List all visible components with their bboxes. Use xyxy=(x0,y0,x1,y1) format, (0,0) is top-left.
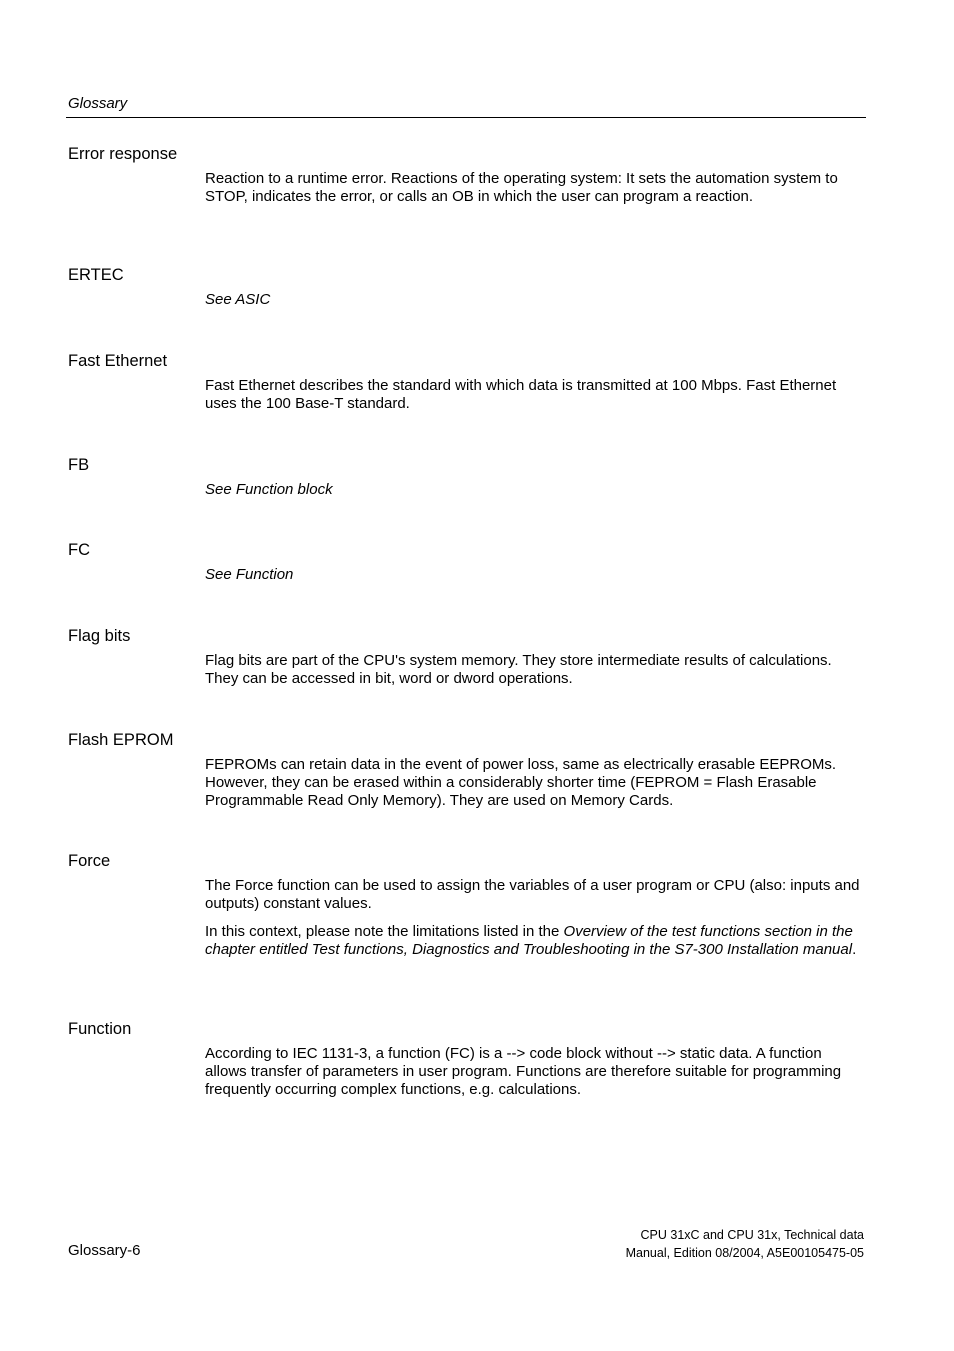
glossary-definition xyxy=(205,1045,865,1109)
glossary-term: Flash EPROM xyxy=(68,731,174,749)
definition-text: Flag bits are part of the CPU's system memory. They store intermediate results of calculations. They can be accessed in bit, word or dword operations. xyxy=(205,652,832,687)
glossary-term: Fast Ethernet xyxy=(68,352,168,370)
glossary-term: FB xyxy=(68,456,90,474)
definition-text: FEPROMs can retain data in the event of power loss, same as electrically erasable EEPROMs. However, they can be erased within a considerably shorter time (FEPROM = Flash Erasable Programmable Read Only Memory). They are used on Memory Cards. xyxy=(205,756,837,809)
glossary-term: Function xyxy=(68,1020,132,1038)
definition-text: Fast Ethernet describes the standard with which data is transmitted at 100 Mbps. Fast Ethernet uses the 100 Base-T standard. xyxy=(205,377,837,412)
header-divider xyxy=(66,117,866,118)
glossary-definition xyxy=(205,170,865,216)
note-end: . xyxy=(852,941,857,958)
glossary-term: Force xyxy=(68,852,111,870)
definition-text: The Force function can be used to assign the variables of a user program or CPU (also: inputs and outputs) constant values. xyxy=(205,877,860,912)
definition-note xyxy=(205,923,865,959)
document-title: CPU 31xC and CPU 31x, Technical data xyxy=(640,1228,864,1242)
definition-text: Reaction to a runtime error. Reactions of the operating system: It sets the automation system to STOP, indicates the error, or calls an OB in which the user can program a reaction. xyxy=(205,170,838,205)
see-reference: See Function xyxy=(205,566,294,583)
glossary-definition xyxy=(205,481,865,509)
glossary-definition xyxy=(205,377,865,423)
see-reference: See Function block xyxy=(205,481,333,498)
glossary-definition xyxy=(205,652,865,698)
note-intro: In this context, please note the limitations listed in the xyxy=(205,923,564,940)
glossary-definition xyxy=(205,291,865,319)
glossary-term: Flag bits xyxy=(68,627,131,645)
manual-reference: Overview of the test functions section in the chapter entitled Test functions, Diagnostics and Troubleshooting in the S7-300 Installation manual xyxy=(205,923,853,958)
document-edition: Manual, Edition 08/2004, A5E00105475-05 xyxy=(625,1246,864,1260)
glossary-term: FC xyxy=(68,541,90,559)
glossary-definition xyxy=(205,756,865,820)
glossary-definition xyxy=(205,877,865,969)
running-header: Glossary xyxy=(68,95,128,112)
definition-text: According to IEC 1131-3, a function (FC) is a --> code block without --> static data. A function allows transfer of parameters in user program. Functions are therefore suitable for programming frequently occurring complex functions, e.g. calculations. xyxy=(205,1045,842,1098)
see-reference: See ASIC xyxy=(205,291,271,308)
document-info xyxy=(626,1226,864,1262)
glossary-term: Error response xyxy=(68,145,178,163)
page-number: Glossary-6 xyxy=(68,1242,141,1259)
glossary-term: ERTEC xyxy=(68,266,124,284)
glossary-definition xyxy=(205,566,865,594)
